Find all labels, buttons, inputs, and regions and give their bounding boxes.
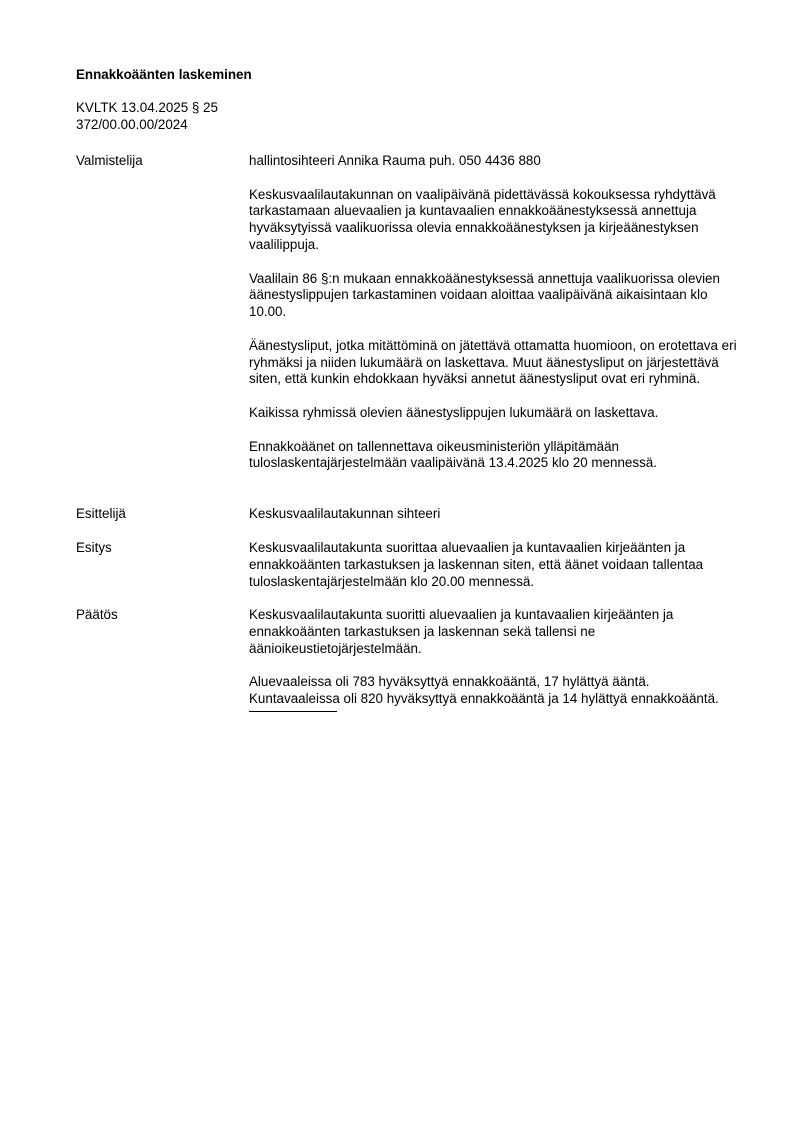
paragraph: Keskusvaalilautakunnan on vaalipäivänä pidettävässä kokouksessa ryhdyttävä tarkastamaan aluevaalien ja kuntavaalien ennakkoäänestyksessä annettuja hyväksytyissä vaalikuorissa olevia ennakkoäänestyksen ja kirjeäänestyksen vaalilippuja. — [249, 186, 716, 252]
paragraph: Ennakkoäänet on tallennettava oikeusministeriön ylläpitämään tuloslaskentajärjestelmään vaalipäivänä 13.4.2025 klo 20 mennessä. — [249, 438, 657, 471]
section-label-esitys: Esitys — [76, 540, 112, 555]
section-label-valmistelija: Valmistelija — [76, 153, 143, 168]
section-body-paatos — [249, 607, 739, 712]
presenter-line: Keskusvaalilautakunnan sihteeri — [249, 506, 441, 521]
section-body-esitys — [249, 540, 739, 590]
document-title: Ennakkoäänten laskeminen — [76, 67, 252, 82]
preparer-line: hallintosihteeri Annika Rauma puh. 050 4436 880 — [249, 153, 541, 168]
meeting-reference: KVLTK 13.04.2025 § 25 — [76, 100, 218, 115]
paragraph: Äänestysliput, jotka mitättöminä on jätettävä ottamatta huomioon, on erotettava eri ryhmäksi ja niiden lukumäärä on laskettava. Muut äänestysliput on järjestettävä siten, että kunkin ehdokkaan hyväksi annetut äänestysliput ovat eri ryhminä. — [249, 337, 737, 387]
paragraph: Kaikissa ryhmissä olevien äänestyslippujen lukumäärä on laskettava. — [249, 404, 659, 420]
section-body-esittelija — [249, 506, 739, 523]
section-body-valmistelija — [249, 153, 739, 472]
section-label-paatos: Päätös — [76, 607, 118, 622]
paragraph: Keskusvaalilautakunta suoritti aluevaalien ja kuntavaalien kirjeäänten ja ennakkoäänten tarkastuksen ja laskennan sekä tallensi ne äänioikeustietojärjestelmään. — [249, 607, 674, 656]
record-number: 372/00.00.00/2024 — [76, 116, 188, 132]
reference-block — [76, 100, 218, 134]
section-label-esittelija: Esittelijä — [76, 506, 126, 521]
closing-rule — [249, 711, 337, 712]
paragraph: Vaalilain 86 §:n mukaan ennakkoäänestyksessä annettuja vaalikuorissa olevien äänestyslippujen tarkastaminen voidaan aloittaa vaalipäivänä aikaisintaan klo 10.00. — [249, 270, 720, 320]
proposal-text: Keskusvaalilautakunta suorittaa aluevaalien ja kuntavaalien kirjeäänten ja ennakkoäänten tarkastuksen ja laskennan siten, että äänet voidaan tallentaa tuloslaskentajärjestelmään klo 20.00 mennessä. — [249, 540, 704, 589]
paragraph: Aluevaaleissa oli 783 hyväksyttyä ennakkoääntä, 17 hylättyä ääntä. Kuntavaaleissa oli 820 hyväksyttyä ennakkoääntä ja 14 hylättyä ennakkoääntä. — [249, 674, 719, 706]
